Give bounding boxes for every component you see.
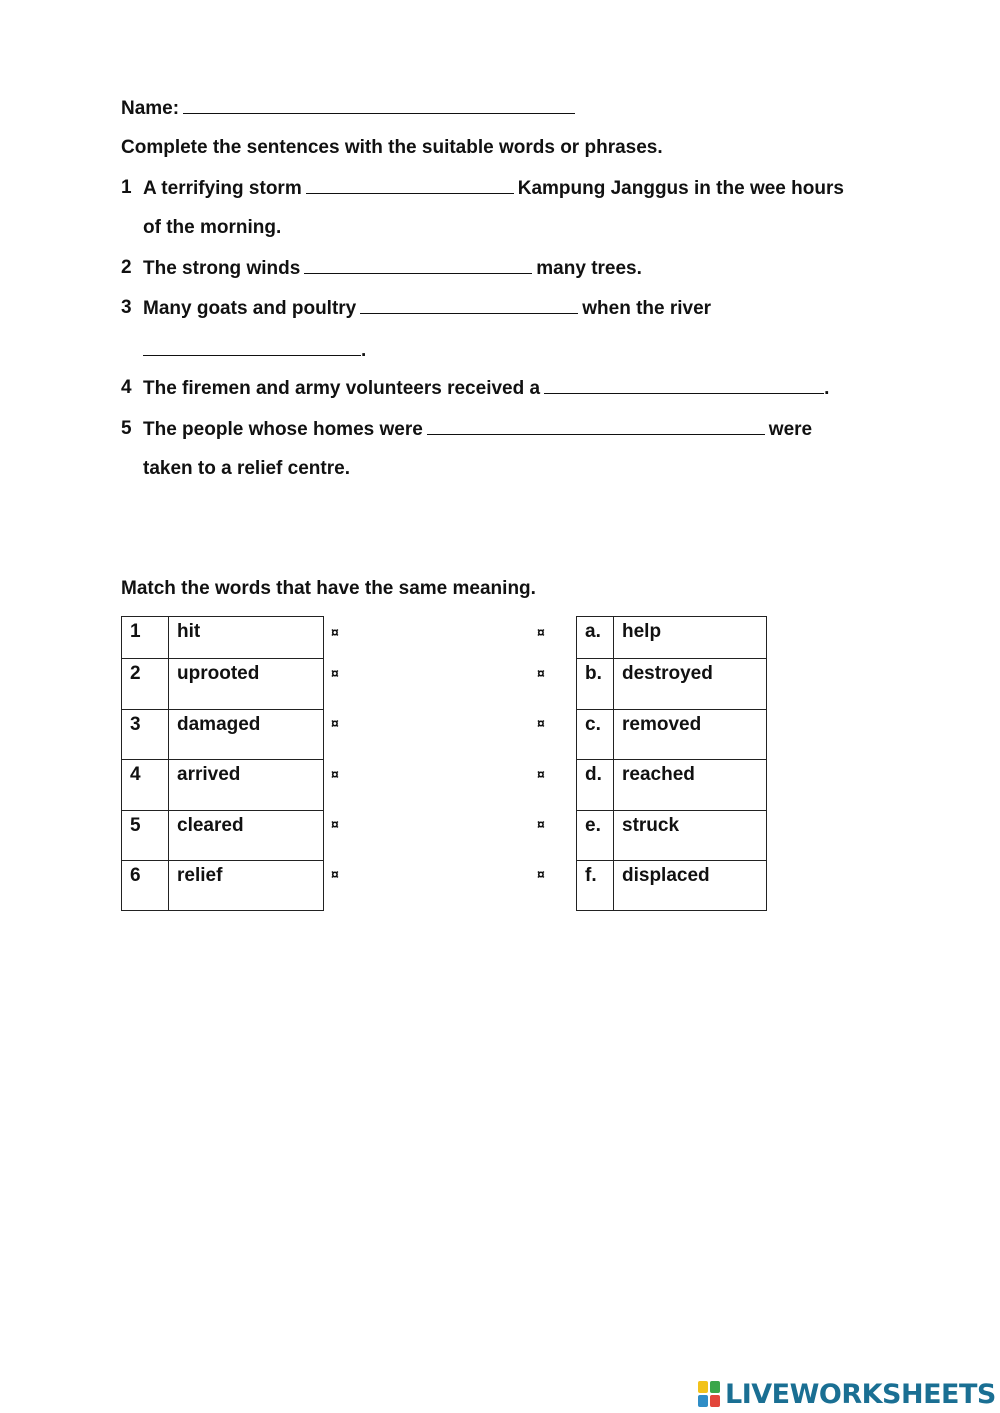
table-row	[122, 811, 324, 861]
match-dot-right-f[interactable]: ¤	[537, 866, 545, 882]
left-word-table	[121, 616, 324, 911]
right-word: help	[614, 617, 767, 659]
sentence-1	[143, 177, 844, 200]
answer-blank-1[interactable]	[306, 177, 514, 194]
left-number: 1	[122, 617, 169, 659]
table-row	[577, 659, 767, 710]
sentence-text: The strong winds	[143, 258, 301, 279]
match-dot-left-4[interactable]: ¤	[331, 766, 339, 782]
table-row	[577, 861, 767, 911]
right-letter: a.	[577, 617, 614, 659]
table-row	[577, 811, 767, 861]
sentence-5-cont: taken to a relief centre.	[143, 458, 350, 479]
left-number: 2	[122, 659, 169, 710]
sentence-1-cont: of the morning.	[143, 217, 282, 238]
left-number: 6	[122, 861, 169, 911]
liveworksheets-logo	[698, 1378, 996, 1410]
answer-blank-3b[interactable]	[143, 339, 361, 356]
left-word: hit	[169, 617, 324, 659]
match-dot-left-6[interactable]: ¤	[331, 866, 339, 882]
match-dot-right-e[interactable]: ¤	[537, 816, 545, 832]
left-word: cleared	[169, 811, 324, 861]
sentence-text: The people whose homes were	[143, 419, 423, 440]
right-letter: e.	[577, 811, 614, 861]
sentence-text: were	[768, 419, 813, 440]
answer-blank-3a[interactable]	[360, 297, 578, 314]
right-word: struck	[614, 811, 767, 861]
name-row	[121, 97, 579, 120]
match-dot-right-d[interactable]: ¤	[537, 766, 545, 782]
item-number: 1	[121, 177, 132, 198]
left-number: 3	[122, 710, 169, 760]
sentence-2	[143, 257, 642, 280]
sentence-4	[143, 377, 829, 400]
right-letter: d.	[577, 760, 614, 811]
table-row	[577, 617, 767, 659]
sentence-text: The firemen and army volunteers received a	[143, 378, 541, 399]
right-word: removed	[614, 710, 767, 760]
name-label: Name:	[121, 98, 180, 119]
right-letter: b.	[577, 659, 614, 710]
sentence-3-cont	[143, 339, 366, 362]
left-word: relief	[169, 861, 324, 911]
sentence-text: Kampung Janggus in the wee hours	[517, 178, 844, 199]
table-row	[122, 617, 324, 659]
table-row	[122, 861, 324, 911]
right-letter: c.	[577, 710, 614, 760]
right-word: displaced	[614, 861, 767, 911]
right-letter: f.	[577, 861, 614, 911]
left-word: damaged	[169, 710, 324, 760]
right-word: reached	[614, 760, 767, 811]
sentence-text: .	[361, 340, 367, 361]
item-number: 3	[121, 297, 132, 318]
right-word: destroyed	[614, 659, 767, 710]
sentence-5	[143, 418, 812, 441]
left-word: uprooted	[169, 659, 324, 710]
sentence-text: when the river	[582, 298, 712, 319]
left-number: 4	[122, 760, 169, 811]
answer-blank-2[interactable]	[304, 257, 532, 274]
sentence-text: .	[824, 378, 830, 399]
match-dot-right-b[interactable]: ¤	[537, 665, 545, 681]
sentence-text: A terrifying storm	[143, 178, 302, 199]
sentence-3	[143, 297, 711, 320]
name-blank[interactable]	[183, 97, 575, 114]
match-dot-left-3[interactable]: ¤	[331, 715, 339, 731]
section1-instruction: Complete the sentences with the suitable words or phrases.	[121, 137, 663, 158]
item-number: 2	[121, 257, 132, 278]
table-row	[122, 760, 324, 811]
left-word: arrived	[169, 760, 324, 811]
logo-mark-icon	[698, 1380, 722, 1408]
sentence-text: many trees.	[536, 258, 642, 279]
match-dot-right-c[interactable]: ¤	[537, 715, 545, 731]
table-row	[577, 760, 767, 811]
item-number: 4	[121, 377, 132, 398]
match-dot-left-2[interactable]: ¤	[331, 665, 339, 681]
answer-blank-4[interactable]	[544, 377, 824, 394]
table-row	[577, 710, 767, 760]
logo-text: LIVEWORKSHEETS	[725, 1378, 996, 1410]
sentence-text: Many goats and poultry	[143, 298, 357, 319]
table-row	[122, 659, 324, 710]
table-row	[122, 710, 324, 760]
item-number: 5	[121, 418, 132, 439]
match-dot-left-5[interactable]: ¤	[331, 816, 339, 832]
left-number: 5	[122, 811, 169, 861]
right-word-table	[576, 616, 767, 911]
match-dot-left-1[interactable]: ¤	[331, 624, 339, 640]
answer-blank-5[interactable]	[427, 418, 765, 435]
match-dot-right-a[interactable]: ¤	[537, 624, 545, 640]
section2-instruction: Match the words that have the same meaning.	[121, 578, 536, 599]
